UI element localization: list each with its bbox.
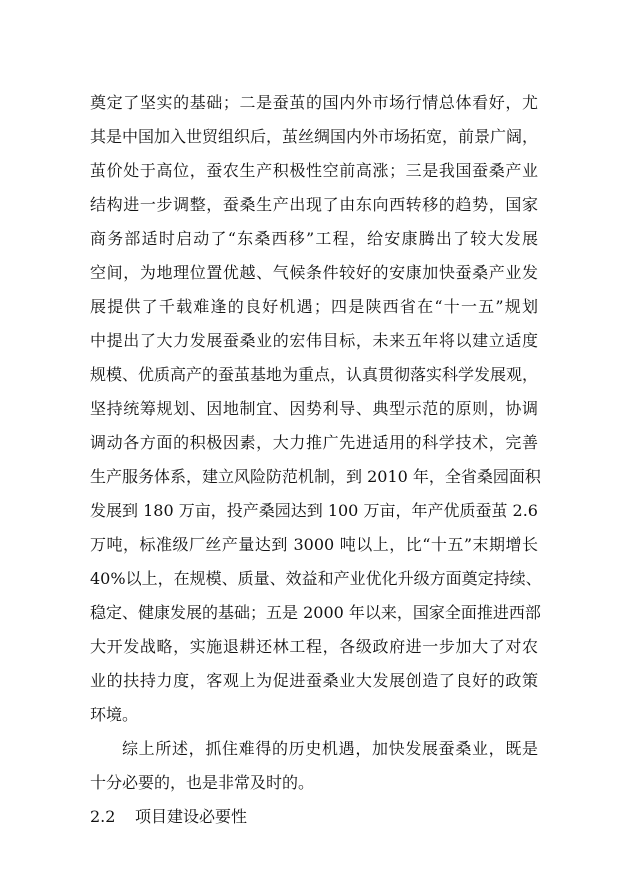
paragraph-line: 坚持统筹规划、因地制宜、因势利导、典型示范的原则，协调 (90, 399, 538, 418)
paragraph-line: 中提出了大力发展蚕桑业的宏伟目标，未来五年将以建立适度 (90, 331, 538, 350)
paragraph-line: 茧价处于高位，蚕农生产积极性空前高涨；三是我国蚕桑产业 (90, 161, 538, 180)
section-title: 项目建设必要性 (135, 807, 248, 826)
paragraph-line: 其是中国加入世贸组织后，茧丝绸国内外市场拓宽，前景广阔， (90, 127, 539, 146)
paragraph-line: 奠定了坚实的基础；二是蚕茧的国内外市场行情总体看好，尤 (90, 93, 538, 112)
paragraph-line: 调动各方面的积极因素，大力推广先进适用的科学技术，完善 (90, 433, 538, 452)
paragraph-line: 环境。 (90, 705, 139, 724)
paragraph-line: 展提供了千载难逢的良好机遇；四是陕西省在“十一五”规划 (90, 297, 538, 316)
paragraph-line: 综上所述，抓住难得的历史机遇，加快发展蚕桑业，既是 (122, 739, 538, 758)
paragraph-line: 十分必要的，也是非常及时的。 (90, 773, 315, 792)
paragraph-line: 商务部适时启动了“东桑西移”工程，给安康腾出了较大发展 (90, 229, 538, 248)
paragraph-line: 大开发战略，实施退耕还林工程，各级政府进一步加大了对农 (90, 637, 538, 656)
paragraph-line: 规模、优质高产的蚕茧基地为重点，认真贯彻落实科学发展观， (90, 365, 539, 384)
paragraph-line: 结构进一步调整，蚕桑生产出现了由东向西转移的趋势，国家 (90, 195, 538, 214)
paragraph-line: 稳定、健康发展的基础；五是 2000 年以来，国家全面推进西部 (90, 603, 541, 622)
paragraph-line: 发展到 180 万亩，投产桑园达到 100 万亩，年产优质蚕茧 2.6 (90, 501, 538, 520)
paragraph-line: 空间，为地理位置优越、气候条件较好的安康加快蚕桑产业发 (90, 263, 538, 282)
paragraph-line: 业的扶持力度，客观上为促进蚕桑业大发展创造了良好的政策 (90, 671, 538, 690)
section-number: 2.2 (90, 807, 116, 826)
section-heading (90, 807, 247, 827)
paragraph-line: 万吨，标准级厂丝产量达到 3000 吨以上，比“十五”末期增长 (90, 535, 538, 554)
paragraph-line: 40%以上，在规模、质量、效益和产业优化升级方面奠定持续、 (90, 569, 542, 588)
paragraph-line: 生产服务体系，建立风险防范机制，到 2010 年，全省桑园面积 (90, 467, 541, 486)
